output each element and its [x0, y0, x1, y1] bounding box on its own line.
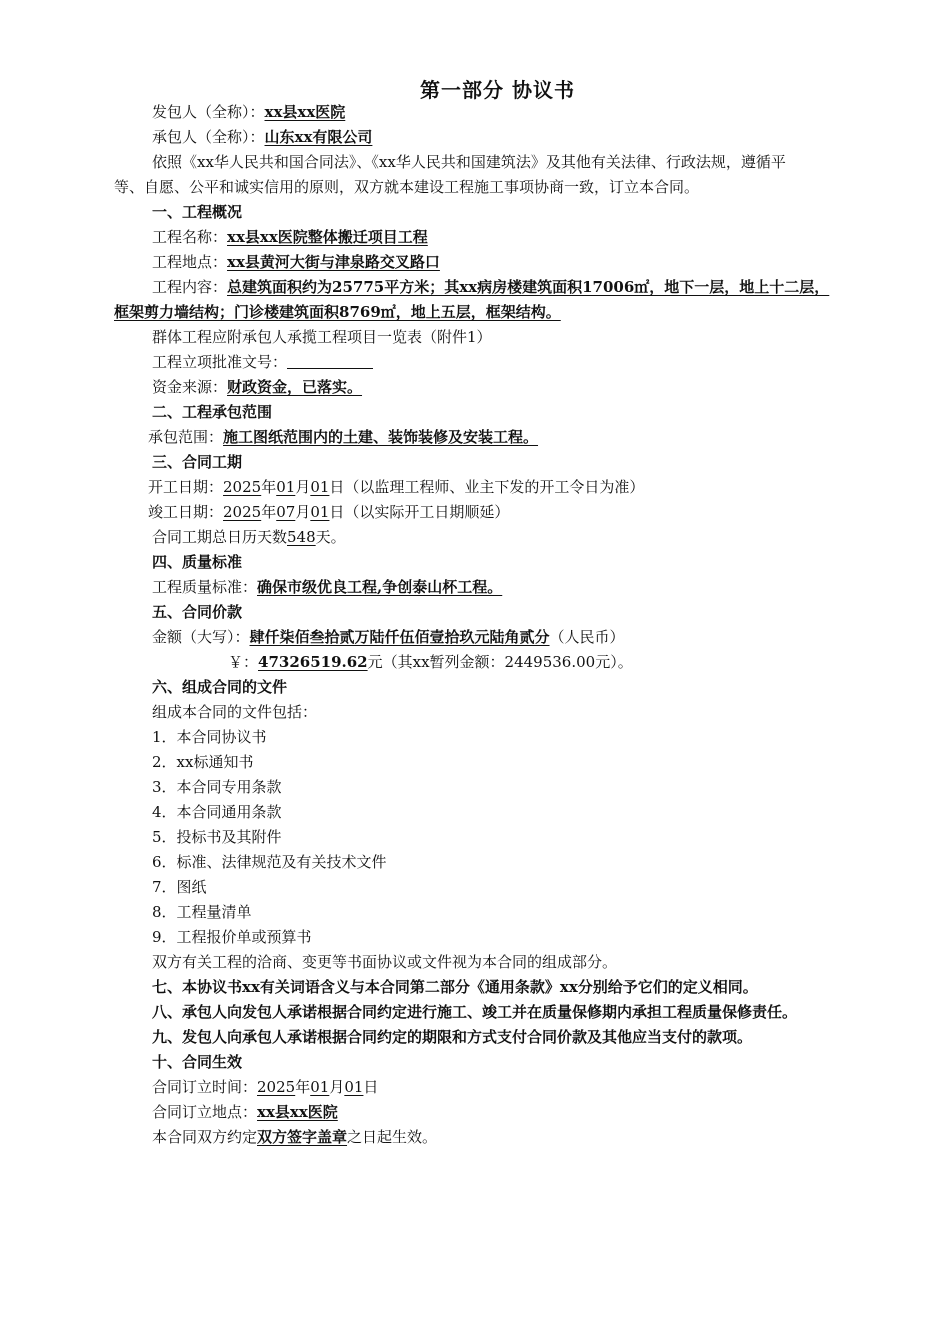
yen-sign: ￥： — [228, 653, 259, 671]
document-item: 3．本合同专用条款 — [152, 778, 282, 796]
contractor-name: 山东xx有限公司 — [264, 128, 373, 146]
document-item: 9．工程报价单或预算书 — [152, 928, 312, 946]
section-8: 八、承包人向发包人承诺根据合同约定进行施工、竣工并在质量保修期内承担工程质量保修责任。 — [152, 1003, 798, 1021]
effect-prefix: 本合同双方约定 — [152, 1128, 258, 1146]
project-site-label: 工程地点： — [152, 253, 228, 271]
signing-day-char: 日 — [363, 1078, 379, 1096]
intro-line-1: 依照《xx华人民共和国合同法》、《xx华人民共和国建筑法》及其他有关法律、行政法规，遵循平 — [152, 153, 786, 171]
signing-place-line — [152, 1100, 338, 1124]
document-item: 2．xx标通知书 — [152, 753, 254, 771]
section-3-heading: 三、合同工期 — [152, 453, 243, 471]
section-1-heading: 一、工程概况 — [152, 203, 243, 221]
project-content-label: 工程内容： — [152, 278, 228, 296]
employer-name: xx县xx医院 — [264, 103, 346, 121]
end-year: 2025 — [223, 503, 262, 521]
project-name-line — [152, 225, 428, 249]
section-6-heading: 六、组成合同的文件 — [152, 678, 288, 696]
document-item: 6．标准、法律规范及有关技术文件 — [152, 853, 387, 871]
approval-blank — [287, 353, 373, 369]
employer-line — [152, 100, 345, 124]
signing-time-line — [152, 1075, 378, 1099]
total-days-label: 合同工期总日历天数 — [152, 528, 288, 546]
intro-line-2: 等、自愿、公平和诚实信用的原则，双方就本建设工程施工事项协商一致，订立本合同。 — [114, 178, 700, 196]
document-title: 第一部分 协议书 — [420, 78, 575, 102]
amount-number-value: 47326519.62 — [258, 653, 368, 671]
amount-currency: （人民币） — [549, 628, 625, 646]
end-month: 07 — [276, 503, 296, 521]
effect-line — [152, 1125, 437, 1149]
start-date-label: 开工日期： — [148, 478, 224, 496]
start-date-line — [148, 475, 644, 499]
signing-month-char: 月 — [329, 1078, 345, 1096]
section-10-heading: 十、合同生效 — [152, 1053, 243, 1071]
amount-note: 元（其xx暂列金额：2449536.00元）。 — [367, 653, 633, 671]
document-item: 7．图纸 — [152, 878, 207, 896]
signing-year-char: 年 — [295, 1078, 311, 1096]
amount-words-label: 金额（大写）： — [152, 628, 250, 646]
scope-value: 施工图纸范围内的土建、装饰装修及安装工程。 — [223, 428, 539, 446]
start-year: 2025 — [223, 478, 262, 496]
group-project-note: 群体工程应附承包人承揽工程项目一览表（附件1） — [152, 328, 492, 346]
scope-label: 承包范围： — [148, 428, 224, 446]
project-content-line-2 — [114, 300, 561, 324]
total-days-value: 548 — [287, 528, 316, 546]
start-note: 日（以监理工程师、业主下发的开工令日为准） — [329, 478, 645, 496]
quality-line — [152, 575, 502, 599]
quality-value: 确保市级优良工程,争创泰山杯工程。 — [257, 578, 503, 596]
contractor-label: 承包人（全称）： — [152, 128, 265, 146]
document-item: 8．工程量清单 — [152, 903, 252, 921]
end-year-char: 年 — [261, 503, 277, 521]
document-item: 1．本合同协议书 — [152, 728, 267, 746]
employer-label: 发包人（全称）： — [152, 103, 265, 121]
effect-suffix: 之日起生效。 — [347, 1128, 438, 1146]
documents-closing: 双方有关工程的洽商、变更等书面协议或文件视为本合同的组成部分。 — [152, 953, 618, 971]
document-item: 4．本合同通用条款 — [152, 803, 282, 821]
project-site-value: xx县黄河大街与津泉路交叉路口 — [227, 253, 440, 271]
project-site-line — [152, 250, 440, 274]
signing-month: 01 — [310, 1078, 330, 1096]
section-2-heading: 二、工程承包范围 — [152, 403, 273, 421]
amount-words-line — [152, 625, 625, 649]
approval-line — [152, 350, 373, 374]
project-content-line-1 — [152, 275, 829, 299]
end-date-label: 竣工日期： — [148, 503, 224, 521]
project-content-value-2: 框架剪力墙结构；门诊楼建筑面积8769㎡，地上五层，框架结构。 — [114, 303, 561, 321]
start-month: 01 — [276, 478, 296, 496]
end-date-line — [148, 500, 509, 524]
fund-line — [152, 375, 362, 399]
scope-line — [148, 425, 538, 449]
total-days-unit: 天。 — [315, 528, 346, 546]
start-month-char: 月 — [295, 478, 311, 496]
approval-label: 工程立项批准文号： — [152, 353, 288, 371]
amount-words-value: 肆仟柒佰叁拾贰万陆仟伍佰壹拾玖元陆角贰分 — [249, 628, 550, 646]
project-content-value-1: 总建筑面积约为25775平方米；其xx病房楼建筑面积17006㎡，地下一层，地上十二层， — [227, 278, 830, 296]
end-month-char: 月 — [295, 503, 311, 521]
quality-label: 工程质量标准： — [152, 578, 258, 596]
signing-place-label: 合同订立地点： — [152, 1103, 258, 1121]
end-note: 日（以实际开工日期顺延） — [329, 503, 510, 521]
start-year-char: 年 — [261, 478, 277, 496]
effect-value: 双方签字盖章 — [257, 1128, 348, 1146]
project-name-label: 工程名称： — [152, 228, 228, 246]
section-9: 九、发包人向承包人承诺根据合同约定的期限和方式支付合同价款及其他应当支付的款项。 — [152, 1028, 753, 1046]
section-7: 七、本协议书xx有关词语含义与本合同第二部分《通用条款》xx分别给予它们的定义相同。 — [152, 978, 758, 996]
signing-day: 01 — [344, 1078, 364, 1096]
start-day: 01 — [310, 478, 330, 496]
signing-time-label: 合同订立时间： — [152, 1078, 258, 1096]
contractor-line — [152, 125, 372, 149]
total-days-line — [152, 525, 346, 549]
project-name-value: xx县xx医院整体搬迁项目工程 — [227, 228, 428, 246]
signing-place-value: xx县xx医院 — [257, 1103, 338, 1121]
section-4-heading: 四、质量标准 — [152, 553, 243, 571]
fund-value: 财政资金，已落实。 — [227, 378, 363, 396]
end-day: 01 — [310, 503, 330, 521]
section-5-heading: 五、合同价款 — [152, 603, 243, 621]
fund-label: 资金来源： — [152, 378, 228, 396]
document-item: 5．投标书及其附件 — [152, 828, 282, 846]
signing-year: 2025 — [257, 1078, 296, 1096]
documents-intro: 组成本合同的文件包括： — [152, 703, 318, 721]
amount-number-line — [228, 650, 633, 674]
